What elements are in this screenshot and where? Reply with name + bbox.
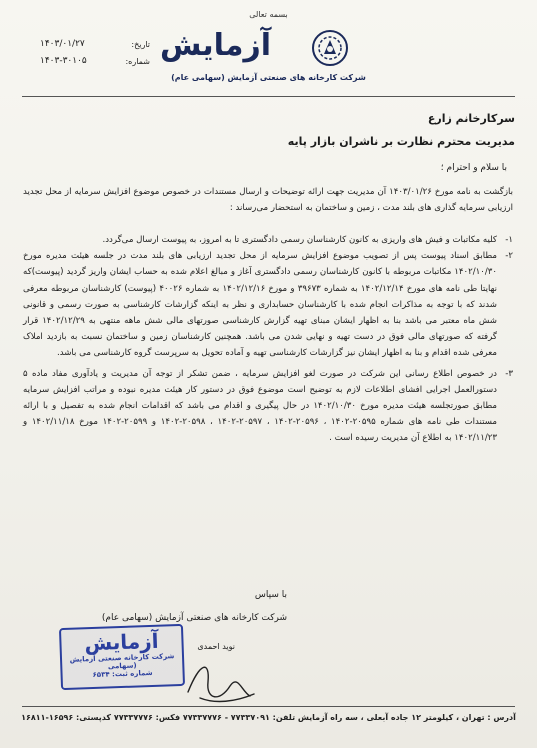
closing-salutation: با سپاس: [254, 590, 287, 600]
company-name: شرکت کارخانه های صنعتی آزمایش (سهامی عام): [171, 73, 366, 82]
item-text: کلیه مکاتبات و فیش های واریزی به کانون کارشناسان رسمی دادگستری تا به امروز، به پیوست ارسال می‌گردد.: [102, 235, 497, 245]
signer-name: نوید احمدی: [197, 642, 235, 651]
item-number: ۳-: [505, 368, 513, 379]
header-divider: [22, 96, 515, 97]
stamp-line-1: شرکت کارخانه صنعتی آزمایش (سهامی: [69, 652, 175, 671]
number-value: ۱۴۰۳-۳۰۱۰۵: [40, 56, 87, 66]
list-item: [23, 232, 513, 248]
footer-address: آدرس : تهران ، کیلومتر ۱۲ جاده آبعلی ، سه راه آزمایش تلفن: ۷۷۳۳۷۰۹۱ - ۷۷۳۳۷۷۷۶ فکس: ۷۷۳۳۷۷۷۶ کدپستی: ۱۶۵۹۶-۱۶۸۱۱: [21, 713, 516, 722]
handwritten-signature: [180, 652, 260, 710]
stamp-logo-text: آزمایش: [84, 628, 159, 656]
signature-company: شرکت کارخانه های صنعتی آزمایش (سهامی عام): [101, 613, 287, 623]
letter-meta: [40, 36, 150, 70]
date-row: [40, 36, 150, 53]
intro-paragraph: بازگشت به نامه مورخ ۱۴۰۳/۰۱/۲۶ آن مدیریت جهت ارائه توضیحات و ارسال مستندات در خصوص موضوع افزایش سرمایه از محل تجدید ارزیابی سرمایه گذاری های بلند مدت ، زمین و ساختمان به استحضار می‌رساند :: [23, 187, 513, 214]
recipient-name: سرکارخانم زارع: [427, 112, 515, 125]
company-stamp: [59, 624, 185, 690]
items-list: [23, 232, 513, 447]
footer-divider: [22, 706, 515, 707]
greeting: با سلام و احترام ؛: [440, 163, 507, 173]
date-label: تاریخ:: [131, 40, 150, 49]
logo-wordmark: آزمایش: [160, 28, 272, 63]
list-item: [23, 248, 513, 361]
number-row: [40, 53, 150, 70]
basmala: بسمه تعالی: [249, 10, 288, 19]
stamp-line-2: شماره ثبت: ۶۵۳۴: [92, 668, 153, 680]
item-text: در خصوص اطلاع رسانی این شرکت در صورت لغو افزایش سرمایه ، ضمن تشکر از توجه آن مدیریت و یادآوری مفاد ماده ۵ دستورالعمل اجرایی افشای اطلاعات لازم به توضیح است موضوع فوق در دستور کار هیئت مدیره نبوده و مراتب افزایش سرمایه مطابق صورتجلسه هیئت مدیره مورخ ۱۴۰۲/۱۰/۳۰ در حال پیگیری و اقدام می باشد که اقدامات انجام شده به تفصیل و با ارائه مستندات طی نامه های شماره ۲۰۵۹۵-۱۴۰۲ ، ۲۰۵۹۶-۱۴۰۲ ، ۲۰۵۹۷-۱۴۰۲ ، ۲۰۵۹۸-۱۴۰۲ و ۲۰۵۹۹-۱۴۰۲ مورخ ۱۴۰۲/۱۱/۱۸ و ۱۴۰۲/۱۱/۲۳ به اطلاع آن مدیریت رسیده است .: [23, 368, 497, 444]
number-label: شماره:: [125, 57, 150, 66]
date-value: ۱۴۰۳/۰۱/۲۷: [40, 39, 85, 49]
recipient-title: مدیریت محترم نظارت بر ناشران بازار پایه: [287, 135, 515, 148]
item-number: ۱-: [505, 235, 513, 245]
item-number: ۲-: [505, 251, 513, 262]
company-emblem-icon: [310, 28, 350, 68]
item-text: مطابق اسناد پیوست پس از تصویب موضوع افزایش سرمایه از محل تجدید ارزیابی های بلند مدت در جلسه هیئت مدیره مورخ ۱۴۰۲/۱۰/۳۰ مکاتبات مربوطه با کانون کارشناسان رسمی دادگستری آغاز و مبالغ اعلام شده به حساب ایشان واریز گردید (پیوست)که نهایتا طی نامه های مورخ ۱۴۰۲/۱۲/۱۴ به شماره ۳۹۶۷۳ و مورخ ۱۴۰۲/۱۲/۱۶ به شماره ۴۰۰۲۶ (پیوست) کارشناسان مربوطه معرفی شدند که با توجه به مذاکرات انجام شده با کارشناسان حسابداری و نظر به اینکه گزارشات کارشناسی به صورت رسمی و قانونی شش ماه معتبر می باشد بنا به اظهار ایشان مبنای تهیه گزارش کارشناسی صورتهای مالی شش ماهه منتهی به ۱۴۰۲/۱۲/۲۹ قرار گرفته که صورتهای مالی فوق در دست تهیه و نهایی شدن می باشد. همچنین کارشناسان زمین و ساختمان نسبت به بازدید املاک معرفی شده اقدام و بنا به اظهار ایشان نیز گزارشات کارشناسی تهیه و آماده تحویل به سرپرست گروه کارشناسی می باشد.: [23, 251, 498, 359]
list-item: [23, 366, 513, 447]
